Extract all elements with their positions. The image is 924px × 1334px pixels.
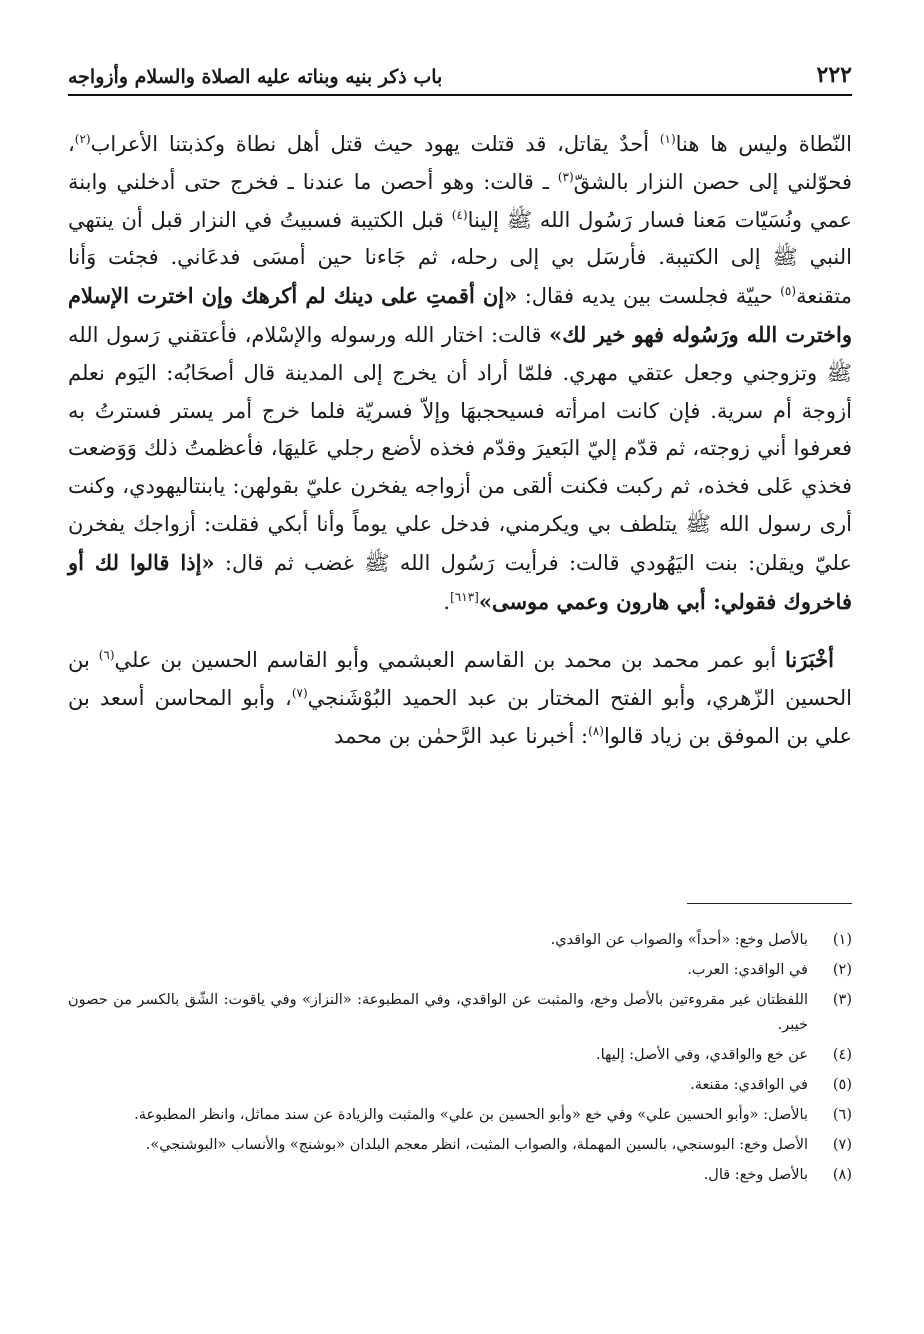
- footnote-number: (٢): [832, 962, 852, 978]
- text-run: : أخبرنا عبد الرَّحمٰن بن محمد: [334, 723, 589, 748]
- footnote-text: الأصل وخع: البوسنجي، بالسين المهملة، والصواب المثبت، انظر معجم البلدان «بوشنج» والأنساب «البوشنجي».: [145, 1137, 808, 1153]
- text-run: أحدٌ يقاتل، قد قتلت يهود حيث قتل أهل نطاة وكذبتنا الأعراب: [90, 132, 660, 156]
- footnote-number: (٦): [832, 1107, 852, 1123]
- hadith-quote-2: «إذا قالوا لك أو فاخروك فقولي: أبي هارون وعمي موسى»: [68, 549, 852, 614]
- footnote-text: في الواقدي: مقنعة.: [690, 1077, 808, 1093]
- footnote: [68, 1043, 852, 1068]
- footnote-text: بالأصل: «وأبو الحسين علي» وفي خع «وأبو الحسين بن علي» والمثبت والزيادة عن سند مماثل، وانظر المطبوعة.: [134, 1107, 808, 1123]
- text-run: حييّة فجلست بين يديه فقال:: [517, 284, 781, 309]
- footnote: [68, 1133, 852, 1158]
- page-header: [68, 56, 852, 94]
- footnote-marker-5: (٥): [780, 284, 797, 299]
- footnote-number: (٤): [832, 1047, 852, 1063]
- text-run: قالت: اختار الله ورسوله والإسْلام، فأعتقني رَسول الله ﷺ وتزوجني وجعل عتقي مهري. فلمّا أراد أن يخرج إلى المدينة قال أصحَابُه: اليَوم نعلم أزوجة أم سرية. فإن كانت امرأته فسيحجبهَا وإلاّ فسريّة فلما خرج أمر يستر فسترتُ به فعرفوا أني زوجته، ثم قدّم إليّ البَعيرَ وقدّم فخذه لأضع رجلي عَليهَا، فأعظمتُ ذلك وَوَضعت فخذي عَلى فخذه، ثم ركبت فكنت ألقى من أزواجه يفخرن عليّ بقولهن: يابنتاليهودي، وكنت أرى رسول الله ﷺ يتلطف بي ويكرمني، فدخل علي يوماً وأنا أبكي فقلت: أزواجك يفخرن عليّ ويقلن: بنت اليَهُودي قالت: فرأيت رَسُول الله ﷺ غضب ثم قال:: [68, 322, 853, 575]
- paragraph-1: [68, 126, 852, 621]
- hadith-reference: [٦١٣]: [450, 589, 479, 604]
- footnote-text: عن خع والواقدي، وفي الأصل: إليها.: [596, 1047, 808, 1063]
- text-run: .: [443, 589, 451, 614]
- footnote: [68, 1073, 852, 1098]
- footnote-marker-7: (٧): [291, 686, 308, 701]
- footnote-separator: [687, 903, 852, 904]
- footnote-marker-3: (٣): [557, 169, 574, 184]
- running-title: باب ذكر بنيه وبناته عليه الصلاة والسلام وأزواجه: [68, 66, 443, 88]
- footnote-number: (٧): [832, 1137, 852, 1153]
- text-run: النّطاة وليس ها هنا: [675, 132, 853, 156]
- footnote-number: (٣): [832, 992, 852, 1008]
- footnote-marker-8: (٨): [588, 723, 604, 738]
- footnote: [68, 928, 852, 953]
- text-run: قبل الكتيبة فسبيتُ في النزار قبل أن ينتهي النبي ﷺ إلى الكتيبة. فأرسَل بي إلى رحله، ثم جَاءنا حين أمسَى فدعَاني. فجئت وَأنا متقنعة: [68, 207, 852, 309]
- text-run: أبو عمر محمد بن محمد بن القاسم العبشمي وأبو القاسم الحسين بن علي: [114, 648, 786, 673]
- footnote-marker-6: (٦): [98, 648, 115, 663]
- footnote: [68, 1163, 852, 1188]
- footnote-text: بالأصل وخع: قال.: [703, 1167, 808, 1183]
- footnote-number: (١): [832, 932, 852, 948]
- text-run: ، وأبو المحاسن أسعد بن علي بن الموفق بن زياد قالوا: [68, 686, 852, 748]
- hadith-quote-1: «إن أقمتِ على دينك لم أكرهك وإن اخترت الإسلام واخترت الله ورَسُوله فهو خير لك»: [68, 283, 852, 347]
- footnote-text: اللفظتان غير مقروءتين بالأصل وخع، والمثبت عن الواقدي، وفي المطبوعة: «النزاز» وفي ياقوت: الشّق بالكسر من حصون خيبر.: [68, 992, 808, 1033]
- text-run: بن الحسين الزّهري، وأبو الفتح المختار بن عبد الحميد البُوْشَنجي: [68, 648, 852, 711]
- footnote-text: بالأصل وخع: «أحداً» والصواب عن الواقدي.: [550, 932, 808, 948]
- paragraph-2: [68, 641, 852, 755]
- footnote-marker-1: (١): [659, 132, 676, 146]
- footnote-number: (٥): [832, 1077, 852, 1093]
- footnote-marker-4: (٤): [451, 207, 468, 222]
- footnote: [68, 958, 852, 983]
- text-run: ـ قالت: وهو أحصن ما عندنا ـ فخرج حتى أدخلني وابنة عمي ونُسَيّات مَعنا فسار رَسُول الله ﷺ إلينا: [68, 169, 853, 232]
- footnotes: [68, 928, 852, 1193]
- footnote-number: (٨): [832, 1167, 852, 1183]
- main-text: [68, 126, 852, 756]
- footnote: [68, 988, 852, 1038]
- page-number: ٢٢٢: [816, 62, 852, 88]
- isnad-lead: أخْبَرَنا: [785, 647, 834, 673]
- text-run: ، فحوّلني إلى حصن النزار بالشقّ: [68, 132, 852, 194]
- header-rule: [68, 94, 852, 96]
- footnote: [68, 1103, 852, 1128]
- footnote-text: في الواقدي: العرب.: [687, 962, 808, 978]
- footnote-marker-2: (٢): [74, 132, 91, 146]
